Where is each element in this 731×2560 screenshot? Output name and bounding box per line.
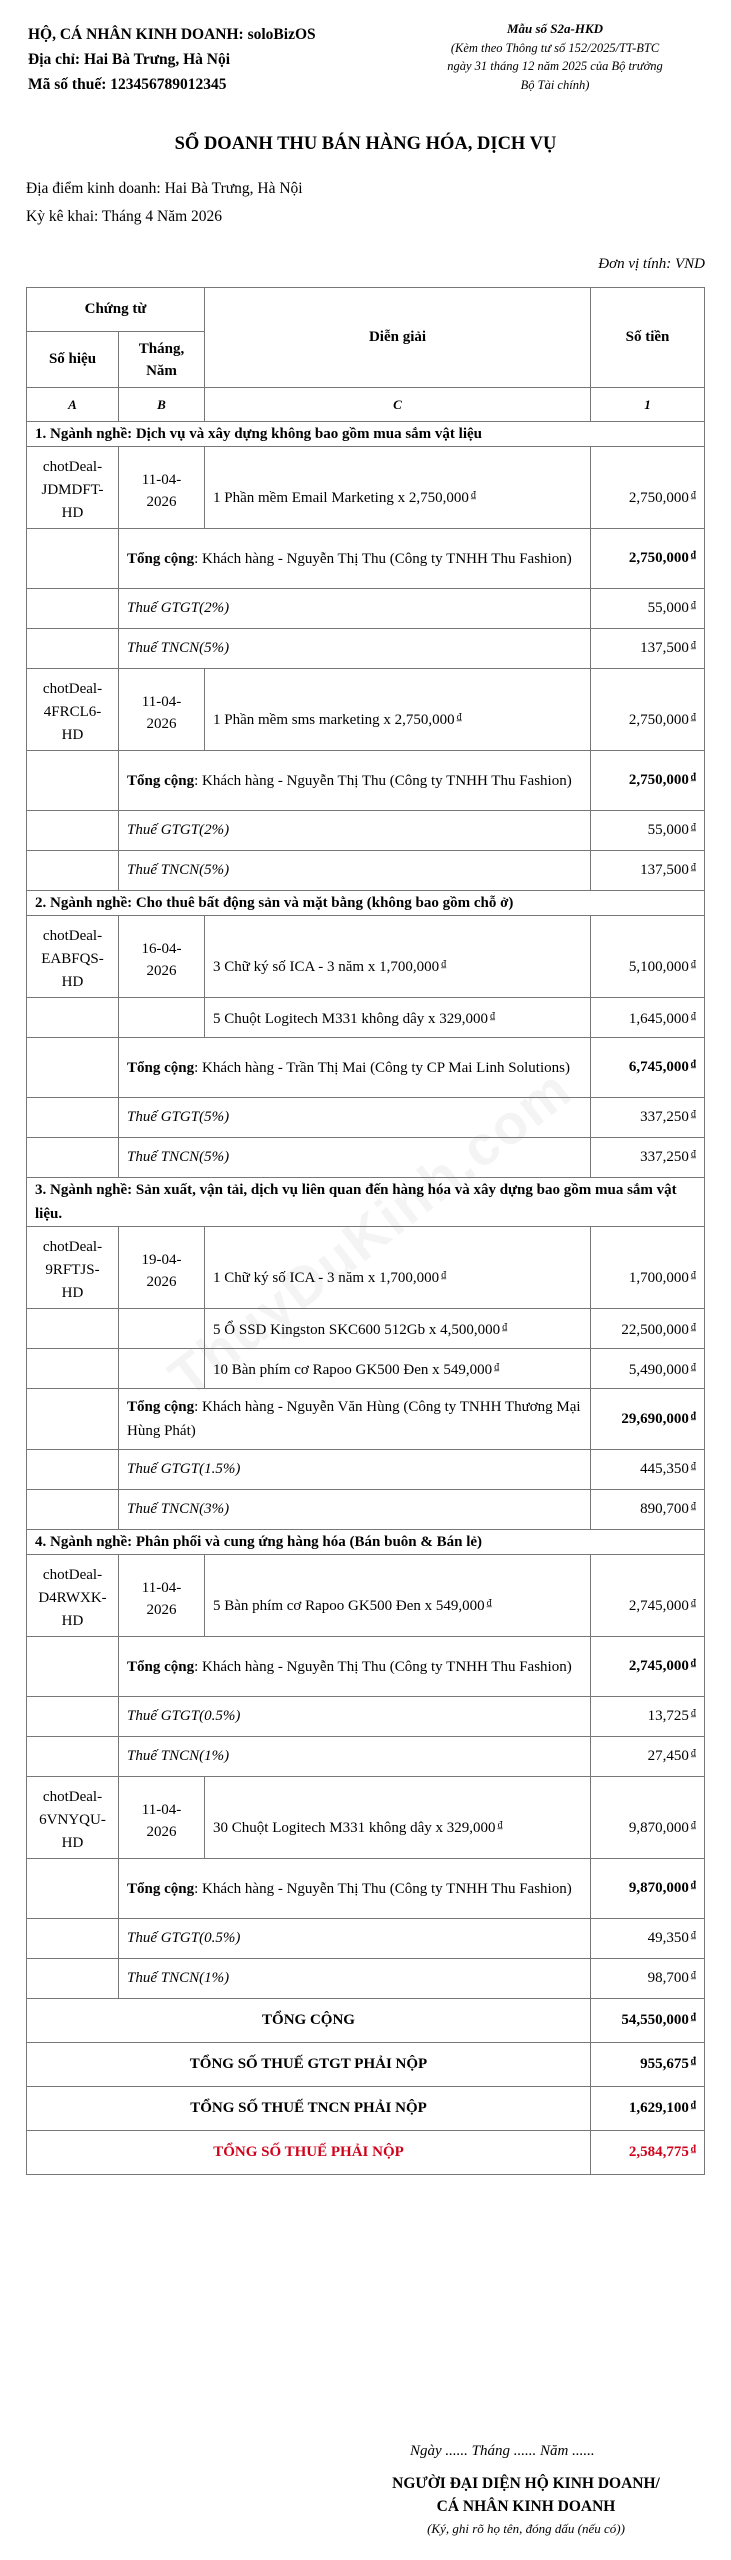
currency-icon: ₫ <box>690 600 697 611</box>
deal-total-amount-value: 9,870,000 <box>628 1880 689 1896</box>
currency-icon: ₫ <box>497 1820 503 1831</box>
deal-total-amount <box>591 751 705 811</box>
signature-date-line: Ngày ...... Tháng ...... Năm ...... <box>410 2443 595 2459</box>
voucher-number: chotDeal-EABFQS-HD <box>27 916 119 998</box>
line-item-description-text: 1 Chữ ký số ICA - 3 năm x 1,700,000 <box>213 1270 440 1286</box>
deal-pit-row <box>27 1138 705 1178</box>
empty-cell <box>27 1309 119 1349</box>
signature-title-line-1: NGƯỜI ĐẠI DIỆN HỘ KINH DOANH/ <box>392 2475 660 2492</box>
grand-total-label: TỔNG CỘNG <box>27 1999 591 2043</box>
deal-pit-row <box>27 1490 705 1530</box>
empty-cell <box>119 1349 205 1389</box>
currency-icon: ₫ <box>690 1930 697 1941</box>
grand-tax-label: TỔNG SỐ THUẾ PHẢI NỘP <box>27 2131 591 2175</box>
deal-vat-row <box>27 1098 705 1138</box>
currency-icon: ₫ <box>690 1109 697 1120</box>
deal-total-amount <box>591 529 705 589</box>
deal-pit-label: Thuế TNCN(5%) <box>119 1138 591 1178</box>
line-item-description-text: 10 Bàn phím cơ Rapoo GK500 Đen x 549,000 <box>213 1361 493 1378</box>
currency-icon: ₫ <box>690 1059 697 1070</box>
grand-pit-label: TỔNG SỐ THUẾ TNCN PHẢI NỘP <box>27 2087 591 2131</box>
voucher-row <box>27 447 705 529</box>
line-item-description <box>205 1227 591 1309</box>
currency-icon: ₫ <box>486 1598 492 1609</box>
deal-pit-amount-value: 98,700 <box>647 1970 689 1986</box>
voucher-date-header: Tháng, Năm <box>119 332 205 388</box>
deal-pit-amount-value: 137,500 <box>640 640 689 656</box>
deal-total-amount-value: 2,750,000 <box>628 772 689 788</box>
deal-total-amount <box>591 1389 705 1450</box>
line-item-amount <box>591 1227 705 1309</box>
deal-pit-amount <box>591 1959 705 1999</box>
line-item-description <box>205 1309 591 1349</box>
currency-unit: Đơn vị tính: VND <box>598 256 705 272</box>
deal-customer: : Khách hàng - Nguyễn Thị Thu (Công ty TNHH Thu Fashion) <box>194 772 572 789</box>
currency-icon: ₫ <box>690 822 697 833</box>
empty-cell <box>27 529 119 589</box>
currency-icon: ₫ <box>690 1501 697 1512</box>
deal-total-amount <box>591 1637 705 1697</box>
deal-total-description <box>119 1389 591 1450</box>
currency-icon: ₫ <box>490 1010 496 1022</box>
line-item-amount <box>591 1349 705 1389</box>
grand-totals <box>27 1999 705 2175</box>
currency-icon: ₫ <box>441 959 447 970</box>
deal-vat-row <box>27 1697 705 1737</box>
grand-vat-value: 955,675 <box>640 2056 689 2072</box>
deal-vat-amount <box>591 1450 705 1490</box>
currency-icon: ₫ <box>456 712 462 723</box>
line-item-amount-value: 2,750,000 <box>628 712 689 728</box>
deal-pit-label: Thuế TNCN(1%) <box>119 1737 591 1777</box>
deal-vat-amount-value: 55,000 <box>647 822 689 838</box>
signature-title-line-2: CÁ NHÂN KINH DOANH <box>436 2498 616 2515</box>
deal-total-amount-value: 29,690,000 <box>621 1410 689 1427</box>
currency-icon: ₫ <box>690 1658 697 1669</box>
deal-pit-amount-value: 337,250 <box>640 1149 689 1165</box>
deal-total-row <box>27 751 705 811</box>
line-item-amount-value: 1,645,000 <box>628 1010 689 1027</box>
deal-total-label: Tổng cộng <box>127 772 195 789</box>
amount-header: Số tiền <box>591 288 705 388</box>
business-address: Địa chỉ: Hai Bà Trưng, Hà Nội <box>28 51 231 68</box>
deal-vat-amount-value: 49,350 <box>647 1930 689 1946</box>
voucher-number: chotDeal-6VNYQU-HD <box>27 1777 119 1859</box>
voucher-date: 16-04-2026 <box>119 916 205 998</box>
empty-cell <box>27 1697 119 1737</box>
grand-tax-value: 2,584,775 <box>628 2144 689 2160</box>
deal-total-row <box>27 529 705 589</box>
grand-pit-row <box>27 2087 705 2131</box>
deal-total-description <box>119 529 591 589</box>
deal-pit-amount <box>591 1490 705 1530</box>
empty-cell <box>27 1737 119 1777</box>
voucher-item-row <box>27 1349 705 1389</box>
deal-total-row <box>27 1038 705 1098</box>
form-reference <box>402 20 708 94</box>
empty-cell <box>27 629 119 669</box>
business-header <box>28 22 316 97</box>
currency-icon: ₫ <box>502 1321 508 1333</box>
deal-pit-amount-value: 27,450 <box>647 1748 689 1764</box>
line-item-description-text: 5 Ổ SSD Kingston SKC600 512Gb x 4,500,000 <box>213 1321 501 1338</box>
column-letter-b: B <box>119 388 205 422</box>
line-item-description <box>205 1349 591 1389</box>
deal-pit-row <box>27 1737 705 1777</box>
deal-total-label: Tổng cộng <box>127 550 195 567</box>
voucher-row <box>27 1555 705 1637</box>
currency-icon: ₫ <box>690 1010 697 1022</box>
line-item-amount-value: 5,490,000 <box>628 1361 689 1378</box>
line-item-description <box>205 916 591 998</box>
sector-heading-row <box>27 1178 705 1227</box>
currency-icon: ₫ <box>690 1970 697 1981</box>
sector-title: 3. Ngành nghề: Sản xuất, vận tải, dịch vụ liên quan đến hàng hóa và xây dựng bao gồm mua sắm vật liệu. <box>27 1178 705 1227</box>
voucher-item-row <box>27 1309 705 1349</box>
deal-pit-amount-value: 137,500 <box>640 862 689 878</box>
deal-vat-amount-value: 55,000 <box>647 600 689 616</box>
empty-cell <box>27 851 119 891</box>
voucher-date: 11-04-2026 <box>119 447 205 529</box>
deal-total-description <box>119 1637 591 1697</box>
deal-customer: : Khách hàng - Nguyễn Văn Hùng (Công ty TNHH Thương Mại Hùng Phát) <box>127 1399 581 1439</box>
voucher-no-header: Số hiệu <box>27 332 119 388</box>
voucher-date: 11-04-2026 <box>119 1777 205 1859</box>
line-item-description-text: 3 Chữ ký số ICA - 3 năm x 1,700,000 <box>213 959 440 975</box>
form-note-line-2: ngày 31 tháng 12 năm 2025 của Bộ trưởng <box>447 59 663 73</box>
empty-cell <box>27 1038 119 1098</box>
currency-icon: ₫ <box>690 2012 697 2023</box>
line-item-description <box>205 1777 591 1859</box>
declaration-period: Kỳ kê khai: Tháng 4 Năm 2026 <box>26 208 223 225</box>
form-note-line-3: Bộ Tài chính) <box>520 77 590 92</box>
voucher-row <box>27 1227 705 1309</box>
sector-heading-row <box>27 422 705 447</box>
line-item-description-text: 30 Chuột Logitech M331 không dây x 329,000 <box>213 1820 496 1836</box>
empty-cell <box>119 1309 205 1349</box>
line-item-amount-value: 22,500,000 <box>621 1321 689 1338</box>
column-number-1: 1 <box>591 388 705 422</box>
deal-total-description <box>119 1038 591 1098</box>
currency-icon: ₫ <box>690 550 697 561</box>
currency-icon: ₫ <box>690 2144 697 2155</box>
deal-pit-label: Thuế TNCN(5%) <box>119 851 591 891</box>
deal-total-description <box>119 751 591 811</box>
deal-vat-amount <box>591 811 705 851</box>
line-item-description <box>205 447 591 529</box>
page-title: SỔ DOANH THU BÁN HÀNG HÓA, DỊCH VỤ <box>174 134 557 154</box>
line-item-description-text: 1 Phần mềm sms marketing x 2,750,000 <box>213 712 455 728</box>
currency-icon: ₫ <box>690 1149 697 1160</box>
deal-vat-row <box>27 1919 705 1959</box>
empty-cell <box>27 1098 119 1138</box>
deal-vat-row <box>27 811 705 851</box>
empty-cell <box>27 1859 119 1919</box>
deal-pit-label: Thuế TNCN(1%) <box>119 1959 591 1999</box>
deal-vat-label: Thuế GTGT(2%) <box>119 811 591 851</box>
deal-vat-amount <box>591 589 705 629</box>
deal-total-label: Tổng cộng <box>127 1399 195 1415</box>
currency-icon: ₫ <box>690 1361 697 1373</box>
currency-icon: ₫ <box>690 1708 697 1719</box>
deal-vat-label: Thuế GTGT(0.5%) <box>119 1697 591 1737</box>
deal-vat-amount-value: 13,725 <box>647 1708 689 1724</box>
column-letter-a: A <box>27 388 119 422</box>
currency-icon: ₫ <box>690 959 697 970</box>
currency-icon: ₫ <box>690 1748 697 1759</box>
sector-heading-row <box>27 891 705 916</box>
sector-heading-row <box>27 1530 705 1555</box>
currency-icon: ₫ <box>690 1820 697 1831</box>
deal-vat-row <box>27 1450 705 1490</box>
line-item-description <box>205 998 591 1038</box>
deal-total-label: Tổng cộng <box>127 1880 195 1897</box>
deal-total-amount-value: 2,750,000 <box>628 550 689 566</box>
grand-vat-label: TỔNG SỐ THUẾ GTGT PHẢI NỘP <box>27 2043 591 2087</box>
empty-cell <box>27 589 119 629</box>
line-item-amount-value: 2,750,000 <box>628 490 689 506</box>
empty-cell <box>27 1490 119 1530</box>
currency-icon: ₫ <box>690 640 697 651</box>
voucher-header: Chứng từ <box>27 288 205 332</box>
grand-total-row <box>27 1999 705 2043</box>
currency-icon: ₫ <box>441 1270 447 1281</box>
line-item-description <box>205 1555 591 1637</box>
deal-vat-label: Thuế GTGT(1.5%) <box>119 1450 591 1490</box>
voucher-date: 11-04-2026 <box>119 669 205 751</box>
line-item-amount <box>591 1777 705 1859</box>
line-item-description <box>205 669 591 751</box>
grand-pit-value: 1,629,100 <box>628 2100 689 2116</box>
grand-vat-row <box>27 2043 705 2087</box>
deal-pit-amount <box>591 1737 705 1777</box>
form-note-line-1: (Kèm theo Thông tư số 152/2025/TT-BTC <box>450 40 660 55</box>
empty-cell <box>27 998 119 1038</box>
column-letter-c: C <box>205 388 591 422</box>
line-item-amount <box>591 447 705 529</box>
deal-customer: : Khách hàng - Trần Thị Mai (Công ty CP Mai Linh Solutions) <box>194 1059 570 1076</box>
sector-title: 2. Ngành nghề: Cho thuê bất động sản và mặt bằng (không bao gồm chỗ ở) <box>27 891 705 916</box>
line-item-amount <box>591 1309 705 1349</box>
sector-title: 1. Ngành nghề: Dịch vụ và xây dựng không bao gồm mua sắm vật liệu <box>27 422 705 447</box>
deal-pit-amount <box>591 851 705 891</box>
signature-note: (Ký, ghi rõ họ tên, đóng dấu (nếu có)) <box>427 2521 625 2536</box>
deal-pit-row <box>27 1959 705 1999</box>
sector-title: 4. Ngành nghề: Phân phối và cung ứng hàng hóa (Bán buôn & Bán lẻ) <box>27 1530 705 1555</box>
voucher-row <box>27 916 705 998</box>
deal-total-amount-value: 6,745,000 <box>628 1059 689 1075</box>
deal-vat-label: Thuế GTGT(5%) <box>119 1098 591 1138</box>
line-item-amount-value: 2,745,000 <box>628 1598 689 1614</box>
voucher-number: chotDeal-D4RWXK-HD <box>27 1555 119 1637</box>
deal-vat-label: Thuế GTGT(0.5%) <box>119 1919 591 1959</box>
business-name: HỘ, CÁ NHÂN KINH DOANH: soloBizOS <box>28 26 316 43</box>
deal-pit-amount-value: 890,700 <box>640 1501 689 1517</box>
deal-total-row <box>27 1859 705 1919</box>
deal-pit-amount <box>591 629 705 669</box>
grand-total-value: 54,550,000 <box>621 2012 689 2028</box>
currency-icon: ₫ <box>690 1321 697 1333</box>
empty-cell <box>119 998 205 1038</box>
currency-icon: ₫ <box>690 1880 697 1891</box>
business-tax-code: Mã số thuế: 123456789012345 <box>28 76 227 93</box>
voucher-date: 19-04-2026 <box>119 1227 205 1309</box>
empty-cell <box>27 811 119 851</box>
voucher-item-row <box>27 998 705 1038</box>
deal-vat-label: Thuế GTGT(2%) <box>119 589 591 629</box>
deal-total-description <box>119 1859 591 1919</box>
line-item-amount-value: 1,700,000 <box>628 1270 689 1286</box>
empty-cell <box>27 751 119 811</box>
ledger-body <box>27 422 705 1999</box>
deal-total-amount <box>591 1038 705 1098</box>
deal-total-amount-value: 2,745,000 <box>628 1658 689 1674</box>
deal-total-row <box>27 1637 705 1697</box>
deal-customer: : Khách hàng - Nguyễn Thị Thu (Công ty TNHH Thu Fashion) <box>194 550 572 567</box>
currency-icon: ₫ <box>690 712 697 723</box>
signature-title <box>344 2472 708 2518</box>
currency-icon: ₫ <box>690 1598 697 1609</box>
currency-icon: ₫ <box>690 1461 697 1472</box>
deal-pit-amount <box>591 1138 705 1178</box>
deal-vat-amount-value: 337,250 <box>640 1109 689 1125</box>
voucher-row <box>27 1777 705 1859</box>
deal-total-amount <box>591 1859 705 1919</box>
voucher-number: chotDeal-4FRCL6-HD <box>27 669 119 751</box>
description-header: Diễn giải <box>205 288 591 388</box>
empty-cell <box>27 1349 119 1389</box>
deal-total-label: Tổng cộng <box>127 1658 195 1675</box>
deal-customer: : Khách hàng - Nguyễn Thị Thu (Công ty TNHH Thu Fashion) <box>194 1880 572 1897</box>
deal-vat-amount <box>591 1697 705 1737</box>
empty-cell <box>27 1389 119 1450</box>
deal-total-label: Tổng cộng <box>127 1059 195 1076</box>
currency-icon: ₫ <box>690 862 697 873</box>
line-item-amount-value: 9,870,000 <box>628 1820 689 1836</box>
line-item-description-text: 5 Bàn phím cơ Rapoo GK500 Đen x 549,000 <box>213 1598 485 1614</box>
deal-pit-row <box>27 851 705 891</box>
deal-pit-label: Thuế TNCN(3%) <box>119 1490 591 1530</box>
deal-vat-row <box>27 589 705 629</box>
voucher-number: chotDeal-9RFTJS-HD <box>27 1227 119 1309</box>
deal-vat-amount-value: 445,350 <box>640 1461 689 1477</box>
business-location: Địa điểm kinh doanh: Hai Bà Trưng, Hà Nội <box>26 180 303 197</box>
empty-cell <box>27 1919 119 1959</box>
currency-icon: ₫ <box>690 2056 697 2067</box>
deal-pit-label: Thuế TNCN(5%) <box>119 629 591 669</box>
deal-vat-amount <box>591 1098 705 1138</box>
line-item-amount <box>591 1555 705 1637</box>
deal-customer: : Khách hàng - Nguyễn Thị Thu (Công ty TNHH Thu Fashion) <box>194 1658 572 1675</box>
line-item-amount <box>591 998 705 1038</box>
line-item-description-text: 1 Phần mềm Email Marketing x 2,750,000 <box>213 490 469 506</box>
empty-cell <box>27 1637 119 1697</box>
deal-total-row <box>27 1389 705 1450</box>
grand-pit-amount <box>591 2087 705 2131</box>
deal-vat-amount <box>591 1919 705 1959</box>
currency-icon: ₫ <box>690 2100 697 2111</box>
revenue-ledger-table <box>26 287 705 2175</box>
currency-icon: ₫ <box>690 490 697 501</box>
empty-cell <box>27 1138 119 1178</box>
currency-icon: ₫ <box>690 1410 697 1422</box>
currency-icon: ₫ <box>494 1361 500 1373</box>
grand-vat-amount <box>591 2043 705 2087</box>
deal-pit-row <box>27 629 705 669</box>
currency-icon: ₫ <box>470 490 476 501</box>
line-item-amount <box>591 669 705 751</box>
voucher-number: chotDeal-JDMDFT-HD <box>27 447 119 529</box>
currency-icon: ₫ <box>690 772 697 783</box>
form-number: Mẫu số S2a-HKD <box>506 21 604 36</box>
grand-tax-row <box>27 2131 705 2175</box>
line-item-description-text: 5 Chuột Logitech M331 không dây x 329,000 <box>213 1010 488 1027</box>
voucher-date: 11-04-2026 <box>119 1555 205 1637</box>
line-item-amount <box>591 916 705 998</box>
empty-cell <box>27 1959 119 1999</box>
grand-total-amount <box>591 1999 705 2043</box>
line-item-amount-value: 5,100,000 <box>628 959 689 975</box>
currency-icon: ₫ <box>690 1270 697 1281</box>
empty-cell <box>27 1450 119 1490</box>
grand-tax-amount <box>591 2131 705 2175</box>
voucher-row <box>27 669 705 751</box>
